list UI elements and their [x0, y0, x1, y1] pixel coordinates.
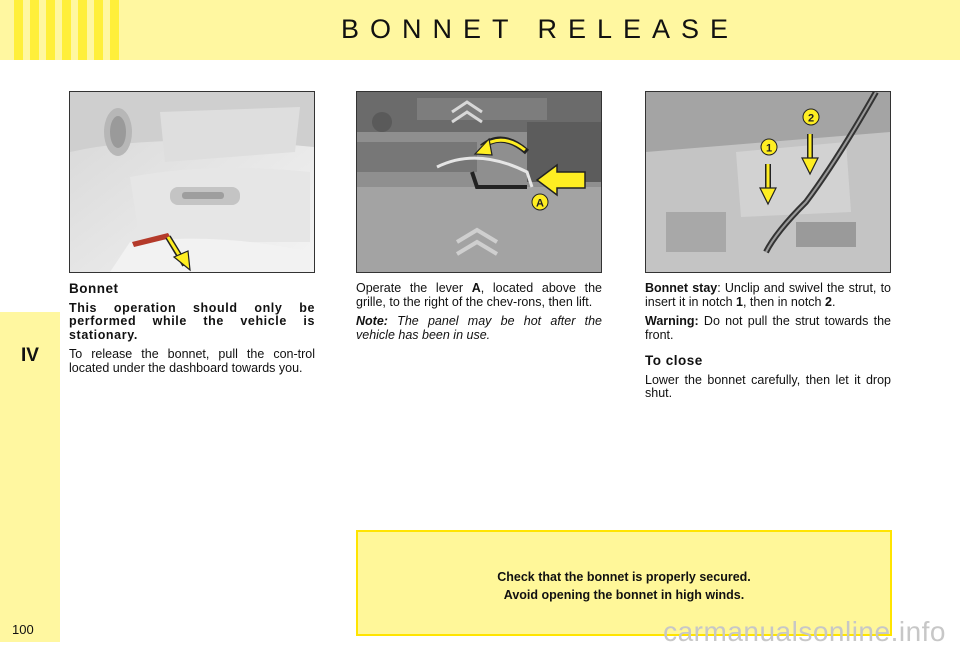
column-stay [645, 282, 891, 407]
marker-2: 2 [807, 112, 815, 125]
page-title: BONNET RELEASE [340, 14, 740, 44]
hot-panel-note [356, 315, 602, 342]
strut-warning [645, 315, 891, 342]
section-heading-close: To close [645, 353, 703, 368]
stay-text-a: : Unclip and swivel the strut, to insert it in notch [645, 281, 891, 309]
page-number: 100 [12, 622, 34, 637]
close-instructions: Lower the bonnet carefully, then let it drop shut. [645, 372, 891, 400]
header-stripe [62, 0, 71, 60]
stay-text-b: , then in notch [742, 294, 825, 309]
figure-dashboard-control [69, 91, 315, 273]
lever-label: A [471, 281, 481, 295]
release-instructions: To release the bonnet, pull the con-trol located under the dashboard towards you. [69, 347, 315, 375]
warning-label: Warning: [645, 314, 699, 328]
column-bonnet [69, 282, 315, 381]
safety-warning: This operation should only be performed while the vehicle is stationary. [69, 300, 315, 342]
stay-label: Bonnet stay [645, 281, 718, 295]
note-text: The panel may be hot after the vehicle has been in use. [356, 314, 602, 342]
watermark: carmanualsonline.info [663, 616, 946, 647]
chapter-label: IV [21, 345, 39, 366]
lever-instructions [356, 282, 602, 309]
stay-text-c: . [831, 294, 836, 309]
header-stripe [94, 0, 103, 60]
header-stripe [14, 0, 23, 60]
note-label: Note: [356, 314, 388, 328]
page-header [0, 0, 960, 60]
marker-a: A [536, 197, 544, 210]
lever-text-b: , located above the grille, to the right of the chev-rons, then lift. [356, 281, 603, 309]
column-lever [356, 282, 602, 348]
warning-text: Do not pull the strut towards the front. [645, 314, 891, 342]
figure-bonnet-lever [356, 91, 602, 273]
header-stripe [110, 0, 119, 60]
section-heading-bonnet: Bonnet [69, 281, 119, 296]
header-stripe [78, 0, 87, 60]
figure-bonnet-stay [645, 91, 891, 273]
callout-line-1: Check that the bonnet is properly secured. [497, 570, 751, 584]
header-stripe [46, 0, 55, 60]
notch-2-label: 2 [824, 294, 832, 309]
notch-1-label: 1 [736, 294, 743, 309]
marker-1: 1 [765, 142, 773, 155]
lever-text-a: Operate the lever [356, 281, 472, 295]
header-stripe [30, 0, 39, 60]
stay-instructions [645, 282, 891, 309]
callout-line-2: Avoid opening the bonnet in high winds. [503, 588, 745, 602]
